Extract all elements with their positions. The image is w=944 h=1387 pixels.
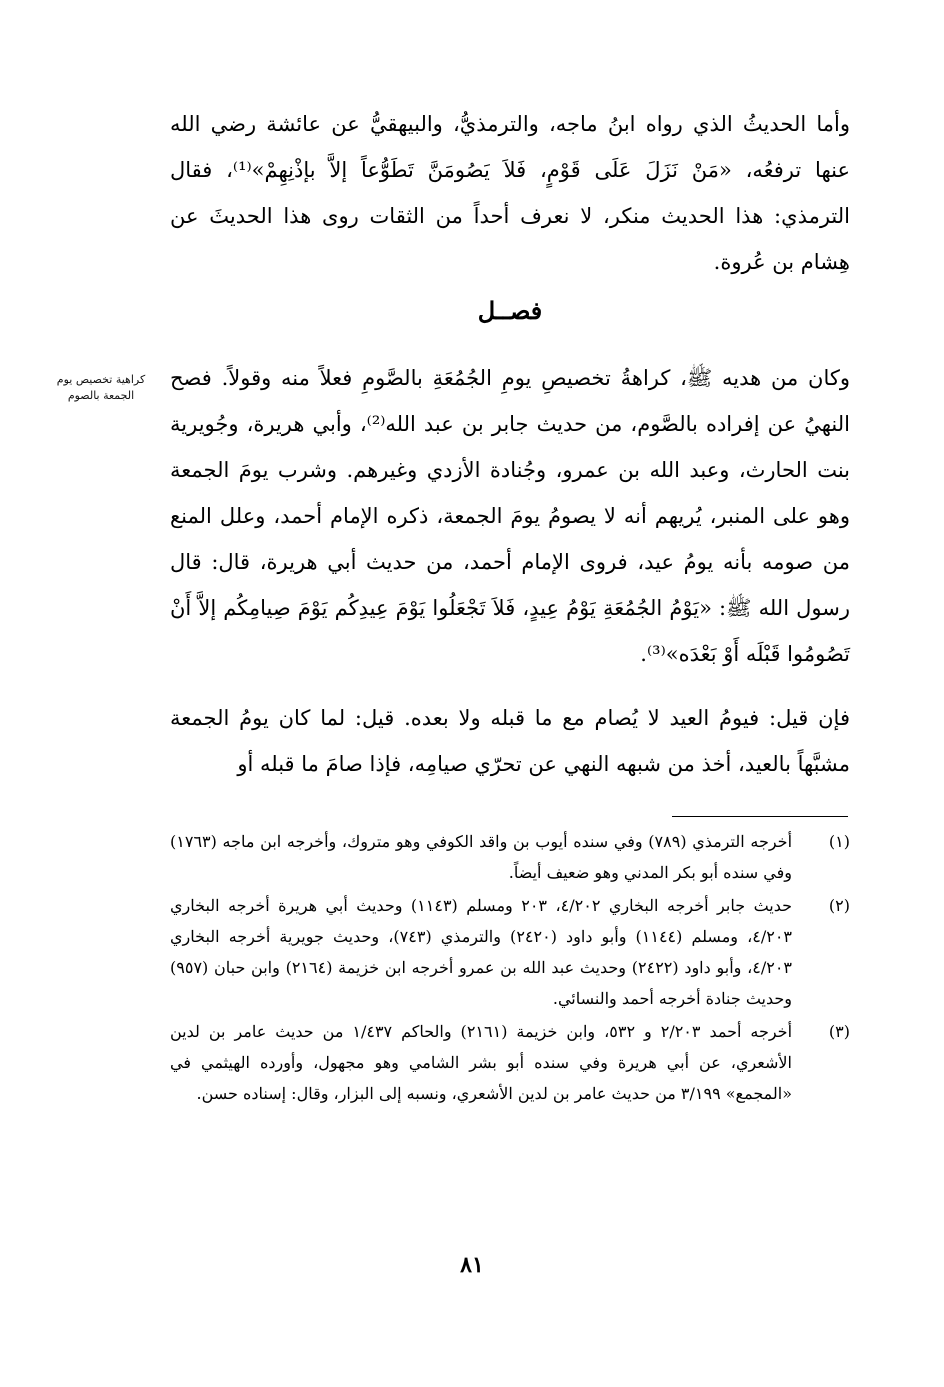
footnotes: [170, 826, 850, 1111]
margin-note: كراهية تخصيص يوم الجمعة بالصوم: [56, 373, 146, 402]
footnote: [170, 826, 850, 888]
footnote-divider: [672, 816, 848, 817]
footnote: [170, 1016, 850, 1109]
page-number: ٨١: [460, 1252, 484, 1278]
footnote: [170, 890, 850, 1014]
footnote-number: (٢): [828, 896, 850, 915]
body-paragraph: وكان من هديه ﷺ، كراهةُ تخصيصِ يومِ الجُمُعَةِ بالصَّومِ فعلاً منه وقولاً. فصح النهيُ عن إفراده بالصَّوم، من حديث جابر بن عبد الله⁽²⁾، وأبي هريرة، وجُويرية بنت الحارث، وعبد الله بن عمرو، وجُنادة الأزدي وغيرهم. وشرب يومَ الجمعة وهو على المنبر، يُريهم أنه لا يصومُ يومَ الجمعة، ذكره الإمام أحمد، وعلل المنع من صومه بأنه يومُ عيد، فروى الإمام أحمد، من حديث أبي هريرة، قال: قال رسول الله ﷺ: «يَوْمُ الجُمُعَةِ يَوْمُ عِيدٍ، فَلاَ تَجْعَلُوا يَوْمَ عِيدِكُم يَوْمَ صِيامِكُم إلاَّ أَنْ تَصُومُوا قَبْلَه أَوْ بَعْدَه»⁽³⁾.: [170, 366, 850, 666]
footnote-text: حديث جابر أخرجه البخاري ٤/٢٠٢، ٢٠٣ ومسلم (١١٤٣) وحديث أبي هريرة أخرجه البخاري ٤/٢٠٣، ومسلم (١١٤٤) وأبو داود (٢٤٢٠) والترمذي (٧٤٣)، وحديث جويرية أخرجه البخاري ٤/٢٠٣، وأبو داود (٢٤٢٢) وحديث عبد الله بن عمرو أخرجه ابن خزيمة (٢١٦٤) وابن حبان (٩٥٧) وحديث جنادة أخرجه أحمد والنسائي.: [170, 896, 793, 1008]
footnote-number: (١): [828, 832, 850, 851]
footnote-text: أخرجه أحمد ٢/٢٠٣ و ٥٣٢، وابن خزيمة (٢١٦١) والحاكم ١/٤٣٧ من حديث عامر بن لدين الأشعري، عن أبي هريرة وفي سنده أبو بشر الشامي وهو مجهول، وأورده الهيثمي في «المجمع» ٣/١٩٩ من حديث عامر بن لدين الأشعري، ونسبه إلى البزار، وقال: إسناده حسن.: [170, 1022, 793, 1103]
body-paragraph: وأما الحديثُ الذي رواه ابنُ ماجه، والترمذيُّ، والبيهقيُّ عن عائشة رضي الله عنها ترفعُه، «مَنْ نَزَلَ عَلَى قَوْمٍ، فَلاَ يَصُومَنَّ تَطَوُّعاً إلاَّ بإذْنِهِمْ»⁽¹⁾، فقال الترمذي: هذا الحديث منكر، لا نعرف أحداً من الثقات روى هذا الحديثَ عن هِشام بن عُروة.: [170, 112, 850, 274]
footnote-number: (٣): [828, 1022, 850, 1041]
section-heading: فصــل: [477, 296, 543, 325]
footnote-text: أخرجه الترمذي (٧٨٩) وفي سنده أيوب بن واقد الكوفي وهو متروك، وأخرجه ابن ماجه (١٧٦٣) وفي سنده أبو بكر المدني وهو ضعيف أيضاً.: [170, 832, 793, 882]
body-paragraph: فإن قيل: فيومُ العيد لا يُصام مع ما قبله ولا بعده. قيل: لما كان يومُ الجمعة مشبَّهاً بالعيد، أخذ من شبهه النهي عن تحرّي صيامِه، فإذا صامَ ما قبله أو: [170, 706, 850, 776]
